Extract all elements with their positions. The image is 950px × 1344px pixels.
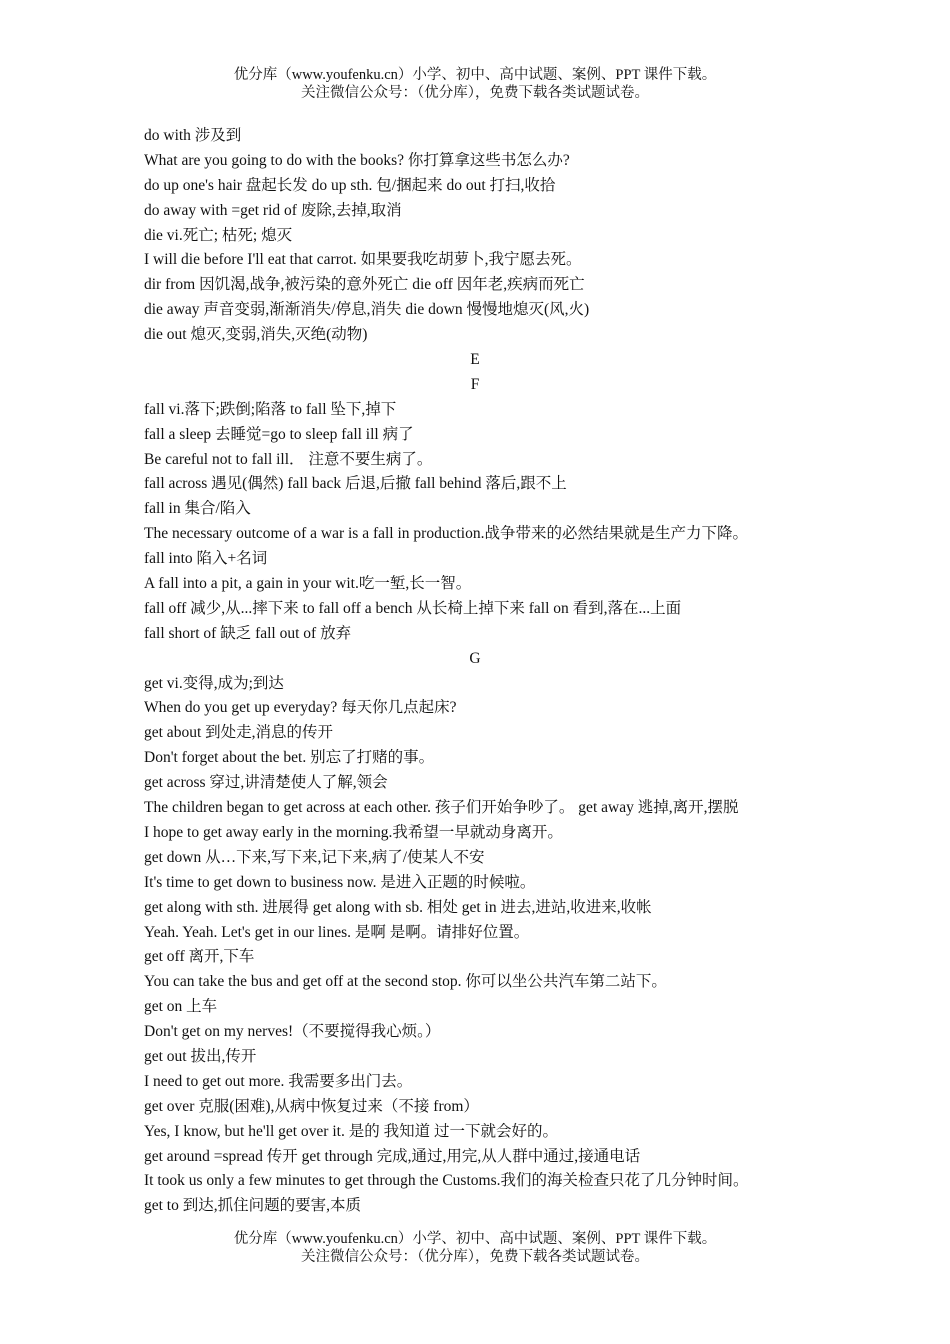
text-line: It took us only a few minutes to get through the Customs.我们的海关检查只花了几分钟时间。 <box>144 1172 749 1190</box>
text-line: die out 熄灭,变弱,消失,灭绝(动物) <box>144 326 368 344</box>
text-line: get along with sth. 进展得 get along with sb. 相处 get in 进去,进站,收进来,收帐 <box>144 898 652 916</box>
text-line: get out 拔出,传开 <box>144 1047 257 1065</box>
text-line: get on 上车 <box>144 998 218 1016</box>
text-line: get around =spread 传开 get through 完成,通过,用完,从人群中通过,接通电话 <box>144 1147 641 1165</box>
text-line: Yeah. Yeah. Let's get in our lines. 是啊 是啊。请排好位置。 <box>144 923 530 941</box>
text-line: Don't forget about the bet. 别忘了打赌的事。 <box>144 749 435 767</box>
text-line: What are you going to do with the books? 你打算拿这些书怎么办? <box>144 151 570 169</box>
body-text <box>144 124 824 1219</box>
text-line: do away with =get rid of 废除,去掉,取消 <box>144 201 402 219</box>
text-line: do up one's hair 盘起长发 do up sth. 包/捆起来 do out 打扫,收拾 <box>144 176 556 194</box>
text-line: get over 克服(困难),从病中恢复过来（不接 from） <box>144 1097 479 1115</box>
text-line: A fall into a pit, a gain in your wit.吃一堑,长一智。 <box>144 575 472 593</box>
text-line: fall a sleep 去睡觉=go to sleep fall ill 病了 <box>144 425 414 443</box>
section-letter-f: F <box>470 375 480 393</box>
text-line: get vi.变得,成为;到达 <box>144 674 284 692</box>
text-line: dir from 因饥渴,战争,被污染的意外死亡 die off 因年老,疾病而死亡 <box>144 276 585 294</box>
text-line: get across 穿过,讲清楚使人了解,领会 <box>144 774 388 792</box>
section-letter-g: G <box>469 649 481 667</box>
text-line: fall vi.落下;跌倒;陷落 to fall 坠下,掉下 <box>144 400 397 418</box>
text-line: die vi.死亡; 枯死; 熄灭 <box>144 226 293 244</box>
text-line: get about 到处走,消息的传开 <box>144 724 333 742</box>
text-line: Don't get on my nerves!（不要搅得我心烦。） <box>144 1023 441 1041</box>
text-line: I will die before I'll eat that carrot. 如果要我吃胡萝卜,我宁愿去死。 <box>144 251 582 269</box>
text-line: The children began to get across at each other. 孩子们开始争吵了。 get away 逃掉,离开,摆脱 <box>144 799 739 817</box>
text-line: Be careful not to fall ill． 注意不要生病了。 <box>144 450 433 468</box>
text-line: fall short of 缺乏 fall out of 放弃 <box>144 624 352 642</box>
text-line: The necessary outcome of a war is a fall in production.战争带来的必然结果就是生产力下降。 <box>144 525 748 543</box>
footer-line-2: 关注微信公众号：（优分库），免费下载各类试题试卷。 <box>301 1249 649 1265</box>
text-line: get down 从…下来,写下来,记下来,病了/使某人不安 <box>144 848 485 866</box>
text-line: You can take the bus and get off at the second stop. 你可以坐公共汽车第二站下。 <box>144 973 667 991</box>
text-line: fall across 遇见(偶然) fall back 后退,后撤 fall behind 落后,跟不上 <box>144 475 567 493</box>
text-line: fall in 集合/陷入 <box>144 500 251 518</box>
footer-line-1: 优分库（www.youfenku.cn）小学、初中、高中试题、案例、PPT 课件下载。 <box>233 1231 717 1247</box>
text-line: I hope to get away early in the morning.我希望一早就动身离开。 <box>144 823 563 841</box>
page-footer <box>0 1230 950 1266</box>
text-line: It's time to get down to business now. 是进入正题的时候啦。 <box>144 873 536 891</box>
header-line-1: 优分库（www.youfenku.cn）小学、初中、高中试题、案例、PPT 课件下载。 <box>233 67 717 83</box>
page-header <box>0 66 950 102</box>
text-line: get to 到达,抓住问题的要害,本质 <box>144 1197 361 1215</box>
text-line: fall off 减少,从...摔下来 to fall off a bench 从长椅上掉下来 fall on 看到,落在...上面 <box>144 599 682 617</box>
text-line: fall into 陷入+名词 <box>144 550 268 568</box>
text-line: When do you get up everyday? 每天你几点起床? <box>144 699 457 717</box>
header-line-2: 关注微信公众号：（优分库），免费下载各类试题试卷。 <box>301 85 649 101</box>
section-letter-e: E <box>470 351 480 369</box>
text-line: Yes, I know, but he'll get over it. 是的 我知道 过一下就会好的。 <box>144 1122 558 1140</box>
text-line: die away 声音变弱,渐渐消失/停息,消失 die down 慢慢地熄灭(风,火) <box>144 301 590 319</box>
text-line: get off 离开,下车 <box>144 948 255 966</box>
text-line: I need to get out more. 我需要多出门去。 <box>144 1072 413 1090</box>
text-line: do with 涉及到 <box>144 127 242 144</box>
